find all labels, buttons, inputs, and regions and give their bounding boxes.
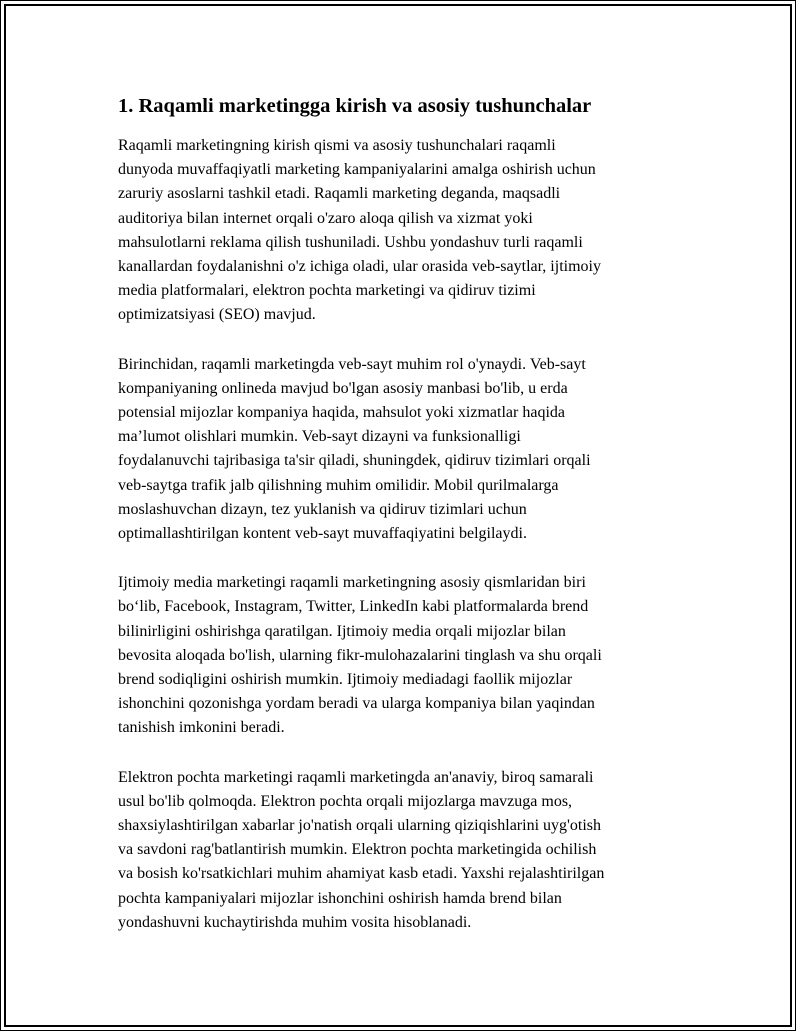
text-line: zaruriy asoslarni tashkil etadi. Raqamli marketing deganda, maqsadli: [118, 185, 561, 203]
text-line: moslashuvchan dizayn, tez yuklanish va qidiruv tizimlari uchun: [118, 500, 527, 518]
text-line: va savdoni rag'batlantirish mumkin. Elektron pochta marketingida ochilish: [118, 841, 597, 859]
text-line: bo‘lib, Facebook, Instagram, Twitter, LinkedIn kabi platformalarda brend: [118, 598, 589, 616]
text-line: Birinchidan, raqamli marketingda veb-sayt muhim rol o'ynaydi. Veb-sayt: [118, 355, 586, 373]
text-line: pochta kampaniyalari mijozlar ishonchini oshirish hamda brend bilan: [118, 889, 562, 907]
paragraph-website: [118, 353, 690, 547]
paragraph-email: [118, 766, 690, 935]
text-line: auditoriya bilan internet orqali o'zaro aloqa qilish va xizmat yoki: [118, 209, 533, 227]
text-line: mahsulotlarni reklama qilish tushuniladi. Ushbu yondashuv turli raqamli: [118, 233, 583, 251]
paragraph-intro: [118, 134, 690, 328]
text-line: usul bo'lib qolmoqda. Elektron pochta orqali mijozlarga mavzuga mos,: [118, 792, 573, 810]
text-line: Elektron pochta marketingi raqamli marketingda an'anaviy, biroq samarali: [118, 768, 594, 786]
text-line: ishonchini qozonishga yordam beradi va ularga kompaniya bilan yaqindan: [118, 695, 595, 713]
text-line: kompaniyaning onlineda mavjud bo'lgan asosiy manbasi bo'lib, u erda: [118, 379, 568, 397]
text-line: tanishish imkonini beradi.: [118, 719, 285, 737]
text-line: kanallardan foydalanishni o'z ichiga oladi, ular orasida veb-saytlar, ijtimoiy: [118, 258, 601, 276]
text-line: Raqamli marketingning kirish qismi va asosiy tushunchalari raqamli: [118, 137, 556, 154]
text-line: brend sodiqligini oshirish mumkin. Ijtimoiy mediadagi faollik mijozlar: [118, 671, 573, 689]
text-line: ma’lumot olishlari mumkin. Veb-sayt dizayni va funksionalligi: [118, 428, 521, 446]
text-line: dunyoda muvaffaqiyatli marketing kampaniyalarini amalga oshirish uchun: [118, 161, 596, 179]
text-line: foydalanuvchi tajribasiga ta'sir qiladi, shuningdek, qidiruv tizimlari orqali: [118, 452, 591, 470]
text-line: bevosita aloqada bo'lish, ularning fikr-mulohazalarini tinglash va shu orqali: [118, 646, 602, 664]
text-line: optimizatsiyasi (SEO) mavjud.: [118, 306, 316, 324]
text-line: shaxsiylashtirilgan xabarlar jo'natish orqali ularning qiziqishlarini uyg'otish: [118, 817, 602, 835]
text-line: va bosish ko'rsatkichlari muhim ahamiyat kasb etadi. Yaxshi rejalashtirilgan: [118, 865, 605, 883]
text-line: bilinirligini oshirishga qaratilgan. Ijtimoiy media orqali mijozlar bilan: [118, 622, 566, 640]
text-line: Ijtimoiy media marketingi raqamli marketingning asosiy qismlaridan biri: [118, 574, 586, 592]
text-line: potensial mijozlar kompaniya haqida, mahsulot yoki xizmatlar haqida: [118, 404, 565, 422]
section-heading: 1. Raqamli marketingga kirish va asosiy tushunchalar: [118, 95, 592, 117]
paragraph-social-media: [118, 571, 690, 740]
document-body: [118, 92, 690, 960]
text-line: optimallashtirilgan kontent veb-sayt muvaffaqiyatini belgilaydi.: [118, 525, 527, 543]
text-line: yondashuvni kuchaytirishda muhim vosita hisoblanadi.: [118, 913, 472, 931]
text-line: veb-saytga trafik jalb qilishning muhim omilidir. Mobil qurilmalarga: [118, 476, 559, 494]
text-line: media platformalari, elektron pochta marketingi va qidiruv tizimi: [118, 282, 536, 300]
